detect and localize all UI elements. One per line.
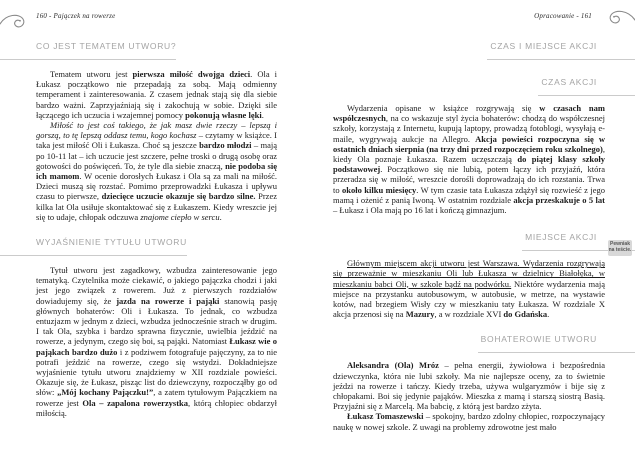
section-header-co-jest-tematem-utworu (36, 36, 277, 60)
paragraph-theme-intro: Tematem utworu jest pierwsza miłość dwojga dzieci. Ola i Łukasz początkowo nie przepadają za sobą. Mają odmienny temperament i zainteresowania. Z czasem jednak stają się dla siebie bardzo ważni. Zaprzyjaźniają się i zakochują w sobie. Dzięki sile łączącego ich uczucia i wzajemnej pomocy pokonują własne lęki. (36, 69, 278, 120)
section-title: WYJAŚNIENIE TYTUŁU UTWORU (36, 237, 187, 248)
paragraph-place-of-action: Głównym miejscem akcji utworu jest Warszawa. Wydarzenia rozgrywają się przeważnie w mieszkaniu Oli lub Łukasza w dzielnicy Białołęka, w mieszkaniu babci Oli, w szkole bądź na podwórku. Niektóre wydarzenia mają miejsce na przystanku autobusowym, w autobusie, w metrze, na wystawie kotów, nad brzegiem Wisły czy w mieszkaniu taty Łukasza. W rozdziale X akcja przenosi się na Mazury, a w rozdziale XVI do Gdańska. (333, 258, 605, 320)
exam-tip-badge-line1: Pewniak (609, 241, 630, 247)
paragraph-title-explanation: Tytuł utworu jest zagadkowy, wzbudza zainteresowanie jego tematyką. Czytelnika może ciekawić, o jakiego pajączka chodzi i jaki jest jego związek z rowerem. Już z pierwszych rozdziałów dowiadujemy się, że jazda na rowerze i pająki stanowią pasję głównych bohaterów: Oli i Łukasza. To jednak, co wzbudza entuzjazm w jednym z dzieci, wzbudza jednocześnie strach w drugim. I tak Ola, szybka i bardzo sprawna fizycznie, uwielbia jeździć na rowerze, a jedynym, czego się boi, są pająki. Natomiast Łukasz wie o pająkach bardzo dużo i z podziwem fotografuje pajęczyny, za to nie potrafi jeździć na rowerze, czego się wstydzi. Dokładniejsze wyjaśnienie tytułu utworu znajdziemy w XII rozdziale powieści. Okazuje się, że Łukasz, pisząc list do dziewczyny, rozpocząłby go od słów: „Mój kochany Pajączku!”, a zatem tytułowym Pajączkiem na rowerze jest Ola – zapalona rowerzystka, którą chłopiec obdarzył miłością. (36, 265, 278, 418)
subsection-title: MIEJSCE AKCJI (525, 232, 597, 243)
subsection-title: CZAS AKCJI (541, 77, 597, 87)
paragraph-character-lukasz: Łukasz Tomaszewski – spokojny, bardzo zdolny chłopiec, rozpoczynający naukę w nowej szkole. Z uwagi na problemy zdrowotne jest mało (333, 411, 605, 432)
subsection-header-miejsce-akcji (333, 227, 605, 251)
subsection-header-czas-akcji (333, 72, 605, 96)
section-title: CO JEST TEMATEM UTWORU? (36, 41, 177, 51)
exam-tip-badge-line2: na teście. (608, 247, 632, 253)
section-title: CZAS I MIEJSCE AKCJI (490, 41, 597, 51)
left-running-head: 160 - Pajączek na rowerze (36, 12, 116, 20)
section-header-czas-i-miejsce-akcji (333, 36, 605, 60)
paragraph-theme-quote: Miłość to jest coś takiego, że jak masz dwie rzeczy – lepszą i gorszą, to tę lepszą oddasz temu, kogo kochasz – czytamy w książce. I taka jest miłość Oli i Łukasza. Choć są jeszcze bardzo młodzi – mają po 10-11 lat – ich uczucie jest szczere, pełne troski o drugą osobę oraz gotowości do poświęceń. To, że tyle dla siebie znaczą, nie podoba się ich mamom. W ocenie dorosłych Łukasz i Ola są za mali na miłość. Dzieci muszą się rozstać. Pomimo przeprowadzki Łukasza i upływu czasu to pierwsze, dziecięce uczucie okazuje się bardzo silne. Przez kilka lat Ola usiłuje skontaktować się z Łukaszem. Kiedy wreszcie jej się to udaje, chłopak odczuwa znajome ciepło w sercu. (36, 120, 277, 222)
spider-thread-flourish-icon (0, 11, 32, 33)
right-running-head: Opracowanie - 161 (534, 12, 592, 20)
paragraph-time-of-action: Wydarzenia opisane w książce rozgrywają się w czasach nam współczesnych, na co wskazuje styl życia bohaterów: chodzą do współczesnej szkoły, korzystają z Internetu, kupują laptopy, prowadzą fotoblogi, wysyłają e-maile, wygrywają aukcje na Allegro. Akcja powieści rozpoczyna się w ostatnich dniach sierpnia (na trzy dni przed rozpoczęciem roku szkolnego), kiedy Ola poznaje Łukasza. Razem uczęszczają do piątej klasy szkoły podstawowej. Początkowo się nie lubią, potem łączy ich przyjaźń, która przeradza się w miłość, wreszcie dorośli doprowadzają do ich rozstania. Trwa to około kilku miesięcy. W tym czasie tata Łukasza zdążył się rozwieść z jego mamą i ożenić z panią Iwoną. W ostatnim rozdziale akcja przeskakuje o 5 lat – Łukasz i Ola mają po 16 lat i kończą gimnazjum. (333, 103, 606, 216)
subsection-header-bohaterowie-utworu (333, 329, 605, 353)
subsection-title: BOHATEROWIE UTWORU (480, 334, 597, 345)
section-header-wyjasnienie-tytulu (36, 232, 277, 256)
exam-tip-badge (608, 240, 632, 256)
right-page (333, 12, 605, 432)
left-page (36, 12, 277, 418)
spider-thread-flourish-icon (601, 6, 635, 28)
paragraph-character-ola: Aleksandra (Ola) Mróz – pełna energii, żywiołowa i bezpośrednia dziewczynka, która nie lubi szkoły. Ma nie najlepsze oceny, za to świetnie jeździ na rowerze i tańczy. Kiedy trzeba, używa wulgaryzmów i bije się z chłopakami. Boi się jedynie pająków. Mieszka z mamą i starszą siostrą Basią. Przyjaźni się z Marcelą. Ma babcię, z którą jest bardzo zżyta. (333, 360, 605, 412)
